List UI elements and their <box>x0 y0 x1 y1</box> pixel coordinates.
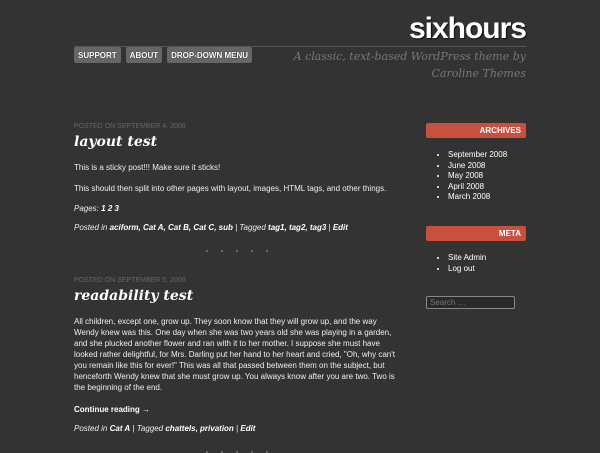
post-date: POSTED ON SEPTEMBER 5, 2008 <box>74 277 186 284</box>
archive-link[interactable]: April 2008 <box>448 181 485 191</box>
tag-links[interactable]: tag1, tag2, tag3 <box>268 223 327 232</box>
post-paragraph: This is a sticky post!!! Make sure it sticks! <box>74 163 221 172</box>
site-title[interactable]: sixhours <box>408 12 526 45</box>
archives-heading: ARCHIVES <box>426 123 526 138</box>
nav-support[interactable]: SUPPORT <box>74 47 121 63</box>
category-links[interactable]: aciform, Cat A, Cat B, Cat C, sub <box>109 223 233 232</box>
post-date: POSTED ON SEPTEMBER 4, 2008 <box>74 123 186 130</box>
nav-drop-down-menu[interactable]: DROP-DOWN MENU <box>167 47 252 63</box>
tagged-label: Tagged <box>239 223 266 232</box>
post-layout-test <box>74 123 399 252</box>
archive-link[interactable]: June 2008 <box>448 160 486 170</box>
category-links[interactable]: Cat A <box>109 424 131 433</box>
continue-reading-link[interactable]: Continue reading → <box>74 405 150 414</box>
post-title[interactable]: readability test <box>74 288 194 304</box>
archive-link[interactable]: May 2008 <box>448 171 484 181</box>
tagged-label: Tagged <box>136 424 164 433</box>
main-nav <box>74 47 252 63</box>
archive-link[interactable]: September 2008 <box>448 150 508 159</box>
pages-label: Pages: <box>74 204 99 213</box>
post-separator <box>74 250 399 252</box>
site-admin-link[interactable]: Site Admin <box>448 253 487 262</box>
meta-heading: META <box>426 226 526 241</box>
post-paragraph: This should then split into other pages with layout, images, HTML tags, and other things. <box>74 184 387 193</box>
search-input[interactable] <box>426 296 515 309</box>
post-meta: Posted in Cat A | Tagged chattels, privation | Edit <box>74 424 256 433</box>
edit-link[interactable]: Edit <box>332 223 348 232</box>
archives-widget <box>426 123 526 203</box>
post-pages <box>74 204 399 213</box>
page-link-2[interactable]: 2 <box>107 204 113 213</box>
site-tagline: A classic, text-based WordPress theme by Caroline Themes <box>293 50 526 80</box>
page-link-1[interactable]: 1 <box>101 204 106 213</box>
nav-about[interactable]: ABOUT <box>126 47 162 63</box>
page-link-3[interactable]: 3 <box>114 204 119 213</box>
edit-link[interactable]: Edit <box>240 424 256 433</box>
posted-in-label: Posted in <box>74 223 108 232</box>
tag-links[interactable]: chattels, privation <box>165 424 234 433</box>
archive-link[interactable]: March 2008 <box>448 192 491 202</box>
log-out-link[interactable]: Log out <box>448 263 475 273</box>
post-paragraph: All children, except one, grow up. They soon know that they will grow up, and the way Wendy knew was this. One day when she was two years old she was playing in a garden, and she plucked another flower and ran with it to her mother. I suppose she must have looked rather delightful, for Mrs. Darling put her hand to her heart and cried, "Oh, why can't you remain like this for ever!" This was all that passed between them on the subject, but henceforth Wendy knew that she must grow up. You always know after you are two. Two is the beginning of the end. <box>74 317 395 392</box>
post-readability-test <box>74 277 399 453</box>
post-meta: Posted in aciform, Cat A, Cat B, Cat C, sub | Tagged tag1, tag2, tag3 | Edit <box>74 223 348 232</box>
posted-in-label: Posted in <box>74 424 108 433</box>
meta-widget <box>426 226 526 274</box>
post-title[interactable]: layout test <box>74 134 158 150</box>
